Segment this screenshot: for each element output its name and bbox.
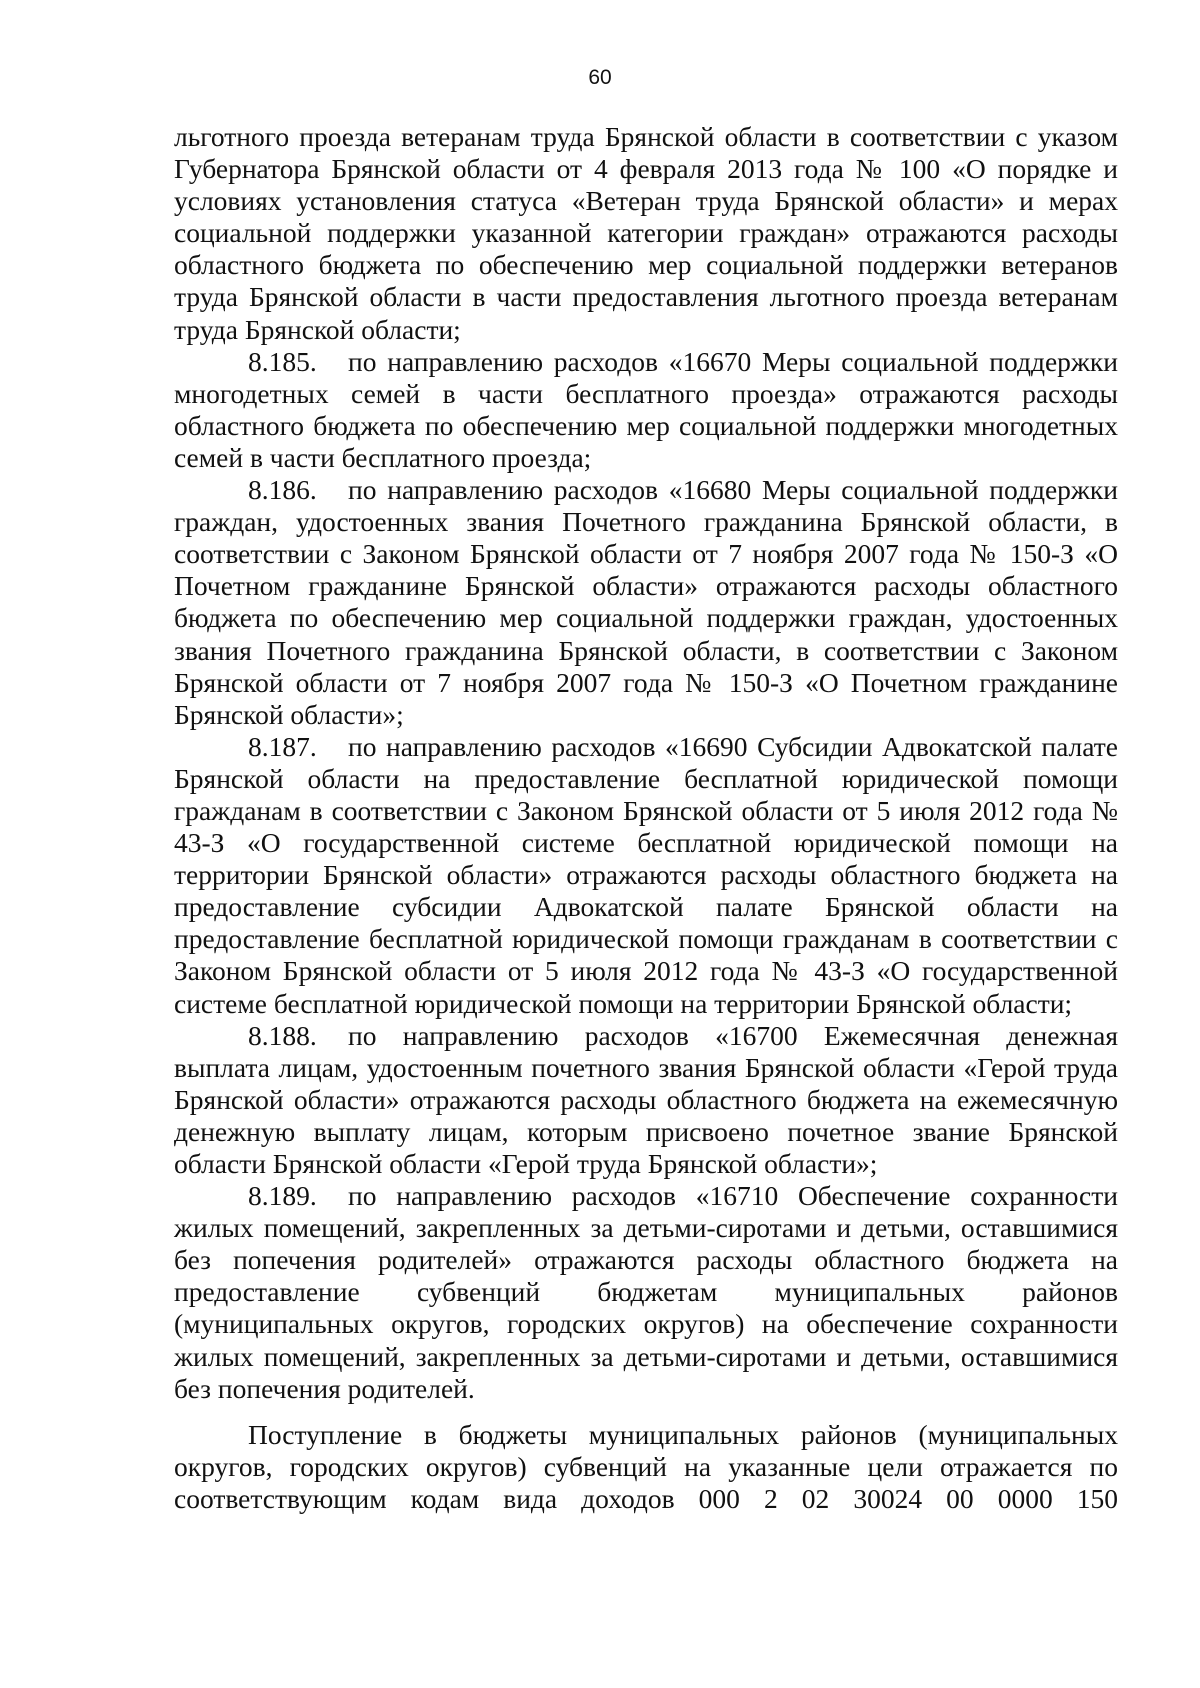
item-text: по направлению расходов «16690 Субсидии Адвокатской палате Брянской области на предоставление бесплатной юридической помощи гражданам в соответствии с Законом Брянской области от 5 июля 2012 года № 43-З «О государственной системе бесплатной юридической помощи на территории Брянской области» отражаются расходы областного бюджета на предоставление субсидии Адвокатской палате Брянской области на предоставление бесплатной юридической помощи гражданам в соответствии с Законом Брянской области от 5 июля 2012 года № 43-З «О государственной системе бесплатной юридической помощи на территории Брянской области; [174, 730, 1118, 1019]
item-text: по направлению расходов «16680 Меры социальной поддержки граждан, удостоенных звания Почетного гражданина Брянской области, в соответствии с Законом Брянской области от 7 ноября 2007 года № 150-З «О Почетном гражданине Брянской области» отражаются расходы областного бюджета по обеспечению мер социальной поддержки граждан, удостоенных звания Почетного гражданина Брянской области, в соответствии с Законом Брянской области от 7 ноября 2007 года № 150-З «О Почетном гражданине Брянской области»; [174, 474, 1118, 730]
page-number: 60 [588, 66, 612, 89]
list-item [174, 1020, 1118, 1180]
item-number: 8.188. [248, 1019, 317, 1051]
item-text: по направлению расходов «16710 Обеспечение сохранности жилых помещений, закрепленных за детьми-сиротами и детьми, оставшимися без попечения родителей» отражаются расходы областного бюджета на предоставление субвенций бюджетам муниципальных районов (муниципальных округов, городских округов) на обеспечение сохранности жилых помещений, закрепленных за детьми-сиротами и детьми, оставшимися без попечения родителей. [174, 1180, 1118, 1404]
document-body [174, 121, 1118, 1515]
item-text: по направлению расходов «16700 Ежемесячная денежная выплата лицам, удостоенным почетного звания Брянской области «Герой труда Брянской области» отражаются расходы областного бюджета на ежемесячную денежную выплату лицам, которым присвоено почетное звание Брянской области Брянской области «Герой труда Брянской области»; [174, 1019, 1118, 1179]
list-item [174, 1180, 1118, 1405]
list-item [174, 346, 1118, 474]
item-text: по направлению расходов «16670 Меры социальной поддержки многодетных семей в части бесплатного проезда» отражаются расходы областного бюджета по обеспечению мер социальной поддержки многодетных семей в части бесплатного проезда; [174, 345, 1118, 473]
item-number: 8.189. [248, 1180, 317, 1212]
list-item [174, 474, 1118, 731]
item-number: 8.185. [248, 345, 317, 377]
final-paragraph: Поступление в бюджеты муниципальных районов (муниципальных округов, городских округов) субвенций на указанные цели отражается по соответствующим кодам вида доходов 000 2 02 30024 00 0000 150 [174, 1418, 1118, 1514]
list-item [174, 731, 1118, 1020]
intro-paragraph: льготного проезда ветеранам труда Брянской области в соответствии с указом Губернатора Брянской области от 4 февраля 2013 года № 100 «О порядке и условиях установления статуса «Ветеран труда Брянской области» и мерах социальной поддержки указанной категории граждан» отражаются расходы областного бюджета по обеспечению мер социальной поддержки ветеранов труда Брянской области в части предоставления льготного проезда ветеранам труда Брянской области; [174, 121, 1118, 345]
item-number: 8.187. [248, 730, 317, 762]
item-number: 8.186. [248, 474, 317, 506]
